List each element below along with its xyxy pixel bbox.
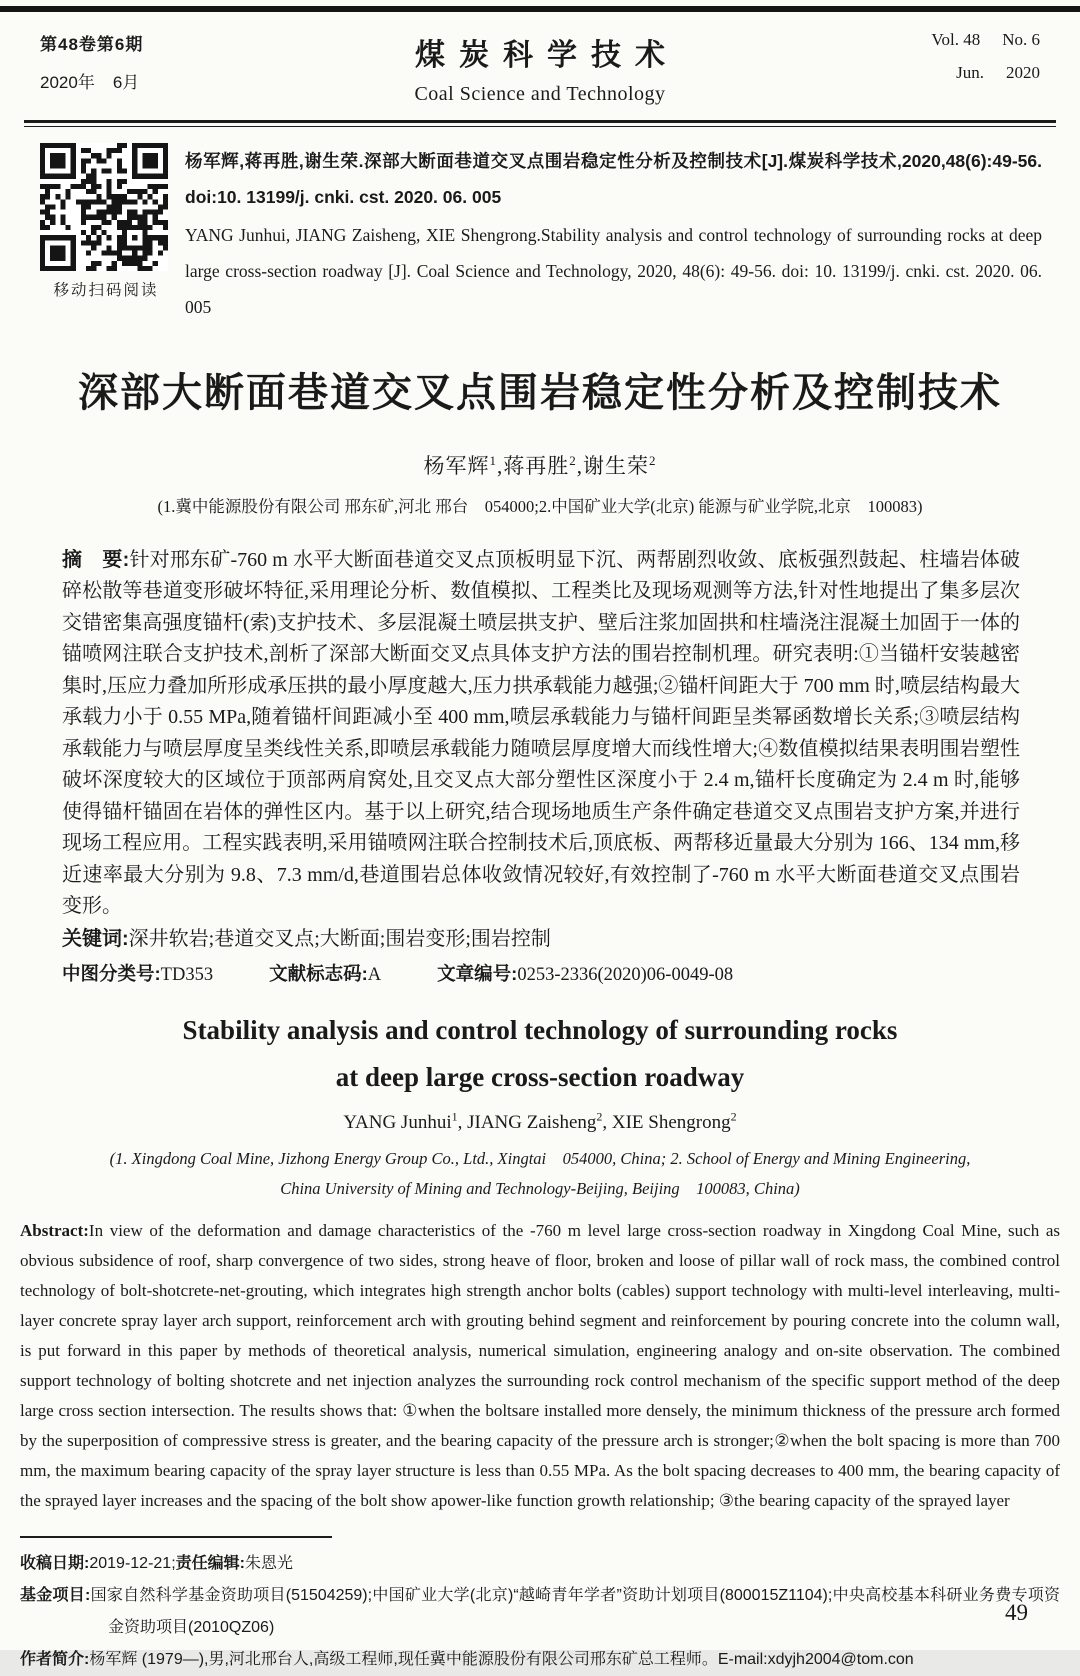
qr-code-icon bbox=[40, 143, 172, 271]
qr-caption: 移动扫码阅读 bbox=[53, 281, 159, 299]
abstract-label-en: Abstract: bbox=[20, 1221, 89, 1241]
masthead-right bbox=[805, 30, 1040, 83]
affiliation-en-line1: (1. Xingdong Coal Mine, Jizhong Energy Group Co., Ltd., Xingtai 054000, China; 2. School of Energy and Mining Engineering, bbox=[109, 1149, 971, 1169]
scan-edge-line bbox=[0, 6, 1080, 12]
author-cn-2: 蒋再胜$^2$, bbox=[503, 452, 583, 478]
affiliation-en-line2: China University of Mining and Technology-Beijing, Beijing 100083, China) bbox=[280, 1179, 800, 1199]
footnote-received: 收稿日期:2019-12-21;责任编辑:朱恩光 bbox=[20, 1555, 293, 1573]
masthead-rule bbox=[24, 120, 1056, 127]
volume-issue-en: Vol. 48 No. 6 bbox=[931, 30, 1040, 49]
abstract-text-en: In view of the deformation and damage characteristics of the -760 m level large cross-section roadway in Xingdong Coal Mine, such as obvious subsidence of roof, sharp convergence of two sides, strong heave of floor, broken and loose of pillar wall of rock mass, the combined control technology of bolt-shotcrete-net-grouting, which integrates high strength anchor bolts (cables) support technology with multi-level interleaving, multi-layer concrete spray layer arch support, reinforcement arch with grouting behind segment and reinforcement by pouring concrete into the column wall, is put forward in this paper by methods of theoretical analysis, numerical simulation, engineering analogy and on-site observation. The combined support technology of bolting shotcrete and net injection analyzes the surrounding rock control mechanism of the specific support method of the deep large cross section intersection. The results shows that: ①when the boltsare installed more densely, the minimum thickness of the pressure arch formed by the superposition of compressive stress is greater, and the bearing capacity of the pressure arch is stronger;②when the bolt spacing is more than 700 mm, the maximum bearing capacity of the spray layer structure is less than 0.55 MPa. As the bolt spacing decreases to 400 mm, the bearing capacity of the sprayed layer increases and the spacing of the bolt show apower-like function growth relationship; ③the bearing capacity of the sprayed layer bbox=[20, 1221, 1060, 1511]
footnote-block bbox=[20, 1548, 1060, 1676]
citation-english: YANG Junhui, JIANG Zaisheng, XIE Shengrong.Stability analysis and control technology of surrounding rocks at deep large cross-section roadway [J]. Coal Science and Technology, 2020, 48(6): 49-56. doi: 10. 13199/j. cnki. cst. 2020. 06. 005 bbox=[185, 224, 1042, 317]
citation-text bbox=[185, 143, 1042, 325]
affiliation-cn: (1.冀中能源股份有限公司 邢东矿,河北 邢台 054000;2.中国矿业大学(北京) 能源与矿业学院,北京 100083) bbox=[157, 496, 923, 516]
classification-line bbox=[62, 958, 1020, 991]
author-en-2: JIANG Zaisheng$^2$, bbox=[467, 1110, 612, 1134]
abstract-cn bbox=[62, 545, 1020, 923]
affiliation-en bbox=[0, 1144, 1080, 1204]
clc-number: 中图分类号:TD353 bbox=[62, 963, 214, 985]
article-title-en bbox=[40, 1007, 1040, 1101]
author-cn-1: 杨军辉$^1$, bbox=[423, 452, 504, 478]
article-title-en-line2: at deep large cross-section roadway bbox=[335, 1062, 745, 1092]
qr-figure bbox=[40, 143, 172, 325]
footnote-author-bio: 作者简介:杨军辉 (1979—),男,河北邢台人,高级工程师,现任冀中能源股份有限公司邢东矿总工程师。E-mail:xdyjh2004@tom.con bbox=[20, 1651, 914, 1669]
article-id: 文章编号:0253-2336(2020)06-0049-08 bbox=[437, 963, 734, 985]
footnote-rule bbox=[20, 1536, 332, 1538]
keywords-text-cn: 深井软岩;巷道交叉点;大断面;围岩变形;围岩控制 bbox=[128, 927, 551, 950]
article-title-en-line1: Stability analysis and control technology of surrounding rocks bbox=[182, 1015, 898, 1045]
keywords-label-cn: 关键词: bbox=[62, 927, 129, 950]
author-en-3: XIE Shengrong$^2$ bbox=[611, 1110, 737, 1134]
footnote-fund: 基金项目:国家自然科学基金资助项目(51504259);中国矿业大学(北京)“越崎青年学者”资助计划项目(800015Z1104);中央高校基本科研业务费专项资金资助项目(2010QZ06) bbox=[20, 1587, 1060, 1637]
date-cn: 2020年 6月 bbox=[40, 73, 140, 92]
keywords-cn bbox=[62, 924, 1020, 956]
citation-chinese: 杨军辉,蒋再胜,谢生荣.深部大断面巷道交叉点围岩稳定性分析及控制技术[J].煤炭科学技术,2020,48(6):49-56. doi:10. 13199/j. cnki. cst. 2020. 06. 005 bbox=[185, 150, 1042, 207]
authors-en bbox=[0, 1110, 1080, 1134]
date-en: Jun. 2020 bbox=[956, 63, 1040, 82]
abstract-label-cn: 摘 要: bbox=[62, 548, 130, 571]
masthead-center bbox=[275, 30, 805, 106]
citation-block bbox=[40, 143, 1042, 325]
journal-masthead bbox=[0, 0, 1080, 114]
abstract-text-cn: 针对邢东矿-760 m 水平大断面巷道交叉点顶板明显下沉、两帮剧烈收敛、底板强烈鼓起、柱墙岩体破碎松散等巷道变形破坏特征,采用理论分析、数值模拟、工程类比及现场观测等方法,针对性地提出了集多层次交错密集高强度锚杆(索)支护技术、多层混凝土喷层拱支护、壁后注浆加固拱和柱墙浇注混凝土加固于一体的锚喷网注联合支护技术,剖析了深部大断面交叉点具体支护方法的围岩控制机理。研究表明:①当锚杆安装越密集时,压应力叠加所形成承压拱的最小厚度越大,压力拱承载能力越强;②锚杆间距大于 700 mm 时,喷层结构最大承载力小于 0.55 MPa,随着锚杆间距减小至 400 mm,喷层承载能力与锚杆间距呈类幂函数增长关系;③喷层结构承载能力与喷层厚度呈类线性关系,即喷层承载能力随喷层厚度增大而线性增大;④数值模拟结果表明围岩塑性破坏深度较大的区域位于顶部两肩窝处,且交叉点大部分塑性区深度小于 2.4 m,锚杆长度确定为 2.4 m 时,能够使得锚杆锚固在岩体的弹性区内。基于以上研究,结合现场地质生产条件确定巷道交叉点围岩支护方案,并进行现场工程应用。工程实践表明,采用锚喷网注联合控制技术后,顶底板、两帮移近量最大分别为 166、134 mm,移近速率最大分别为 9.8、7.3 mm/d,巷道围岩总体收敛情况较好,有效控制了-760 m 水平大断面巷道交叉点围岩变形。 bbox=[62, 548, 1020, 917]
journal-title-cn: 煤炭科学技术 bbox=[415, 39, 679, 72]
article-title-cn: 深部大断面巷道交叉点围岩稳定性分析及控制技术 bbox=[78, 370, 1002, 415]
authors-cn bbox=[0, 450, 1080, 480]
document-code: 文献标志码:A bbox=[269, 963, 382, 985]
volume-issue-cn: 第48卷第6期 bbox=[40, 35, 144, 54]
page-number: 49 bbox=[1005, 1600, 1028, 1625]
author-en-1: YANG Junhui$^1$, bbox=[343, 1110, 468, 1134]
abstract-en bbox=[20, 1216, 1060, 1516]
journal-title-en: Coal Science and Technology bbox=[414, 83, 666, 105]
author-cn-3: 谢生荣$^2$ bbox=[583, 452, 657, 478]
masthead-left bbox=[40, 30, 275, 93]
